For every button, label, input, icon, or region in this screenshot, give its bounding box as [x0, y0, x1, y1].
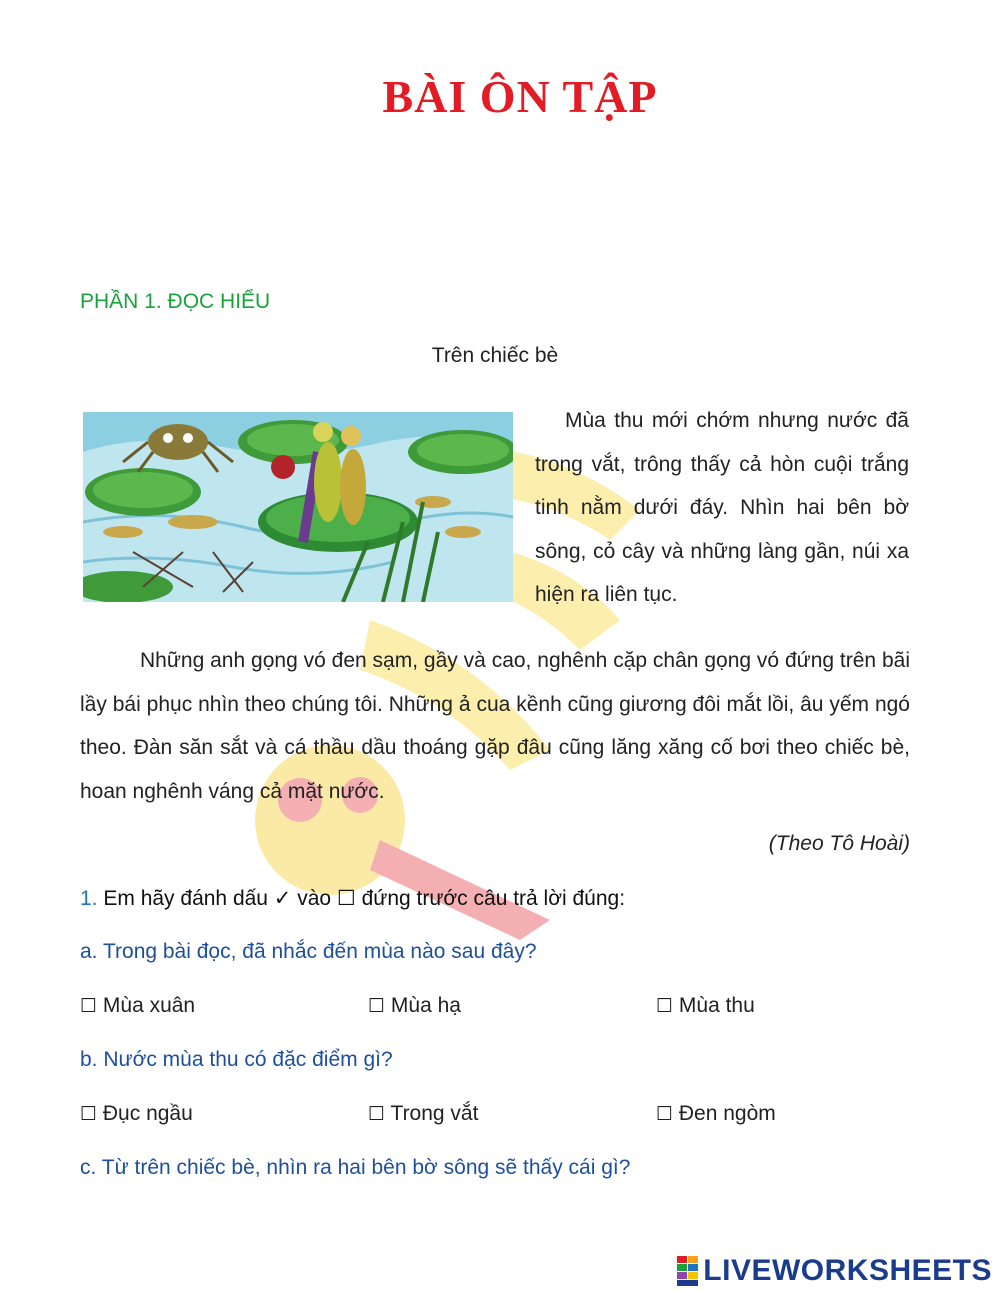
- question-1-text: Em hãy đánh dấu ✓ vào ☐ đứng trước câu trả lời đúng:: [103, 887, 626, 910]
- question-number: 1.: [80, 887, 98, 910]
- story-illustration: [83, 412, 513, 602]
- option-label: Mùa xuân: [102, 994, 196, 1017]
- sub-question-b: b. Nước mùa thu có đặc điểm gì?: [80, 1048, 393, 1071]
- option-b-1[interactable]: [80, 1102, 193, 1126]
- story-title: Trên chiếc bè: [431, 344, 559, 367]
- question-1-prompt: [80, 886, 625, 911]
- option-b-3[interactable]: [656, 1102, 776, 1126]
- checkbox-icon[interactable]: ☐: [368, 1103, 386, 1125]
- page-title: BÀI ÔN TẬP: [382, 71, 658, 122]
- option-label: Trong vắt: [390, 1102, 479, 1125]
- checkbox-icon[interactable]: ☐: [656, 995, 674, 1017]
- story-paragraph-2: Những anh gọng vó đen sạm, gầy và cao, nghênh cặp chân gọng vó đứng trên bãi lầy bái phục nhìn theo chúng tôi. Những ả cua kềnh cũng giương đôi mắt lồi, âu yếm ngó theo. Đàn săn sắt và cá thầu dầu thoáng gặp đâu cũng lăng xăng cố bơi theo chiếc bè, hoan nghênh váng cả mặt nước.: [80, 649, 910, 803]
- option-b-2[interactable]: [368, 1102, 478, 1126]
- option-a-2[interactable]: [368, 994, 461, 1018]
- checkbox-icon[interactable]: ☐: [368, 995, 386, 1017]
- liveworksheets-logo[interactable]: [677, 1254, 992, 1288]
- checkbox-icon[interactable]: ☐: [656, 1103, 674, 1125]
- liveworksheets-logo-icon: [677, 1256, 699, 1286]
- option-a-1[interactable]: [80, 994, 195, 1018]
- option-label: Đục ngầu: [102, 1102, 193, 1125]
- option-a-3[interactable]: [656, 994, 755, 1018]
- section-heading: PHẦN 1. ĐỌC HIỂU: [80, 290, 271, 313]
- checkbox-icon[interactable]: ☐: [80, 995, 98, 1017]
- author-credit: (Theo Tô Hoài): [768, 832, 910, 855]
- sub-question-a: a. Trong bài đọc, đã nhắc đến mùa nào sau đây?: [80, 940, 537, 963]
- option-label: Mùa thu: [678, 994, 755, 1017]
- option-label: Mùa hạ: [390, 994, 461, 1017]
- checkbox-icon[interactable]: ☐: [80, 1103, 98, 1125]
- sub-question-c: c. Từ trên chiếc bè, nhìn ra hai bên bờ sông sẽ thấy cái gì?: [80, 1156, 631, 1179]
- option-label: Đen ngòm: [678, 1102, 776, 1125]
- liveworksheets-brand: LIVEWORKSHEETS: [703, 1254, 992, 1287]
- story-paragraph-1: Mùa thu mới chớm nhưng nước đã trong vắt, trông thấy cả hòn cuội trắng tinh nằm dưới đáy. Nhìn hai bên bờ sông, cỏ cây và những làng gần, núi xa hiện ra liên tục.: [535, 409, 909, 606]
